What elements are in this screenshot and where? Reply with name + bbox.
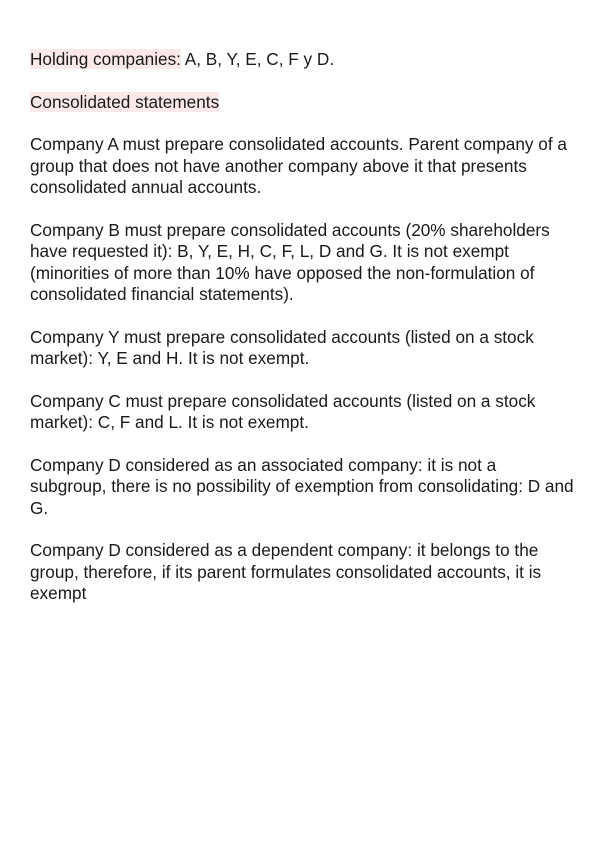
- paragraph-company-d-dependent: Company D considered as a dependent company: it belongs to the group, therefore, if its parent formulates consolidated accounts, it is exempt: [30, 540, 542, 603]
- consolidated-statements-heading: [30, 92, 580, 114]
- paragraph-company-a: Company A must prepare consolidated accounts. Parent company of a group that does not have another company above it that presents consolidated annual accounts.: [30, 134, 567, 197]
- paragraph-company-y: Company Y must prepare consolidated accounts (listed on a stock market): Y, E and H. It is not exempt.: [30, 326, 534, 368]
- holding-companies-label: Holding companies:: [30, 49, 181, 69]
- holding-companies-line: [30, 49, 580, 71]
- paragraph-company-c: Company C must prepare consolidated accounts (listed on a stock market): C, F and L. It is not exempt.: [30, 390, 536, 432]
- paragraph-company-d-associated: Company D considered as an associated company: it is not a subgroup, there is no possibility of exemption from consolidating: D and G.: [30, 454, 574, 518]
- consolidated-statements-label: Consolidated statements: [30, 91, 220, 112]
- paragraph-company-b: Company B must prepare consolidated accounts (20% shareholders have requested it): B, Y, E, H, C, F, L, D and G. It is not exempt (minorities of more than 10% have opposed the non-formulation of consolidated financial statements).: [30, 219, 550, 304]
- holding-companies-value: A, B, Y, E, C, F y D.: [180, 49, 335, 69]
